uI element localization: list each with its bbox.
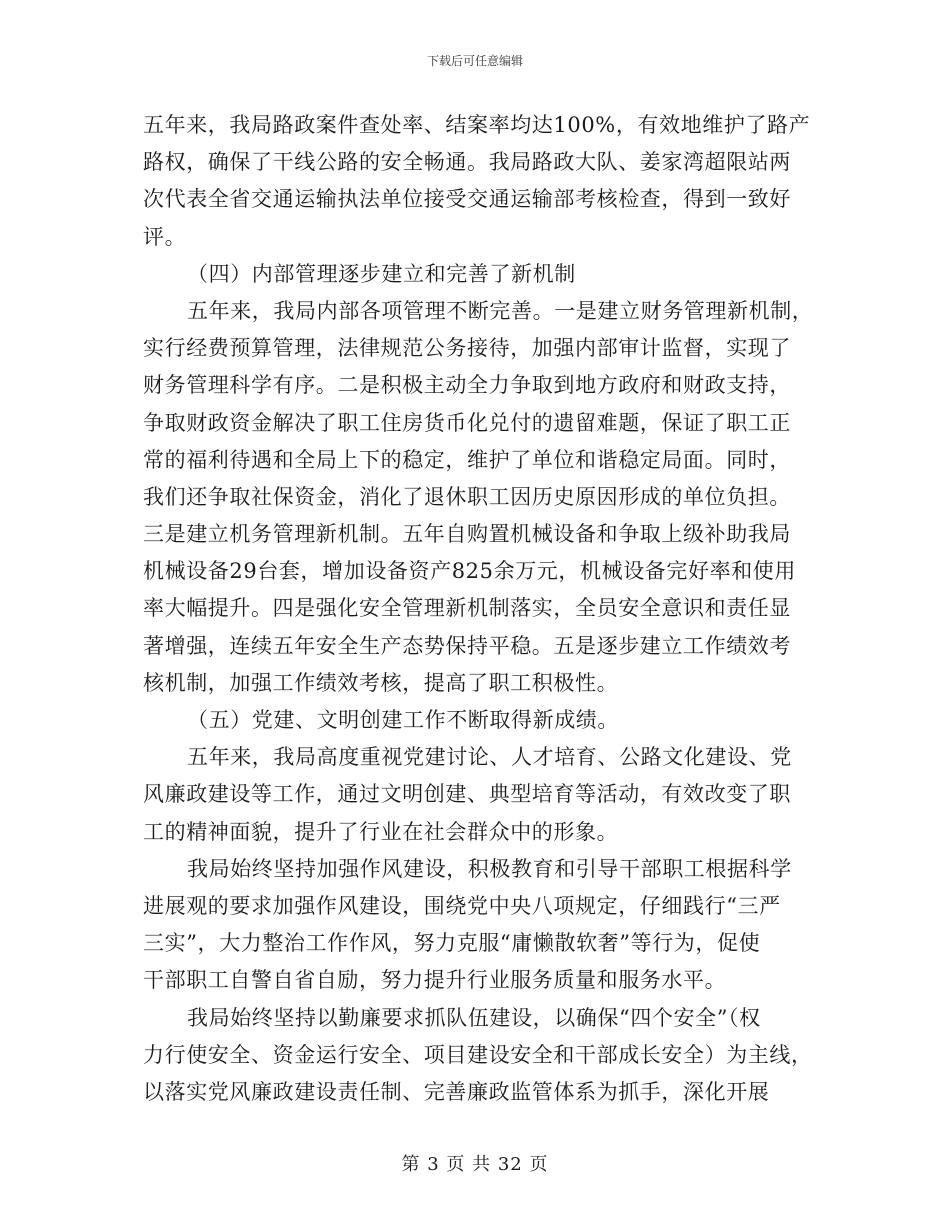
document-body bbox=[143, 107, 815, 1111]
body-line-23: 三实”，大力整治工作作风，努力克服“庸懒散软奢”等行为，促使 bbox=[143, 931, 761, 956]
body-line-11: 我们还争取社保资金，消化了退休职工因历史原因形成的单位负担。 bbox=[143, 484, 791, 509]
body-line-26: 力行使安全、资金运行安全、项目建设安全和干部成长安全）为主线， bbox=[143, 1042, 813, 1067]
body-line-1: 五年来，我局路政案件查处率、结案率均达100%，有效地维护了路产 bbox=[143, 113, 811, 137]
page-header-note: 下载后可任意编辑 bbox=[426, 54, 523, 68]
body-line-21: 我局始终坚持加强作风建设，积极教育和引导干部职工根据科学 bbox=[187, 856, 792, 881]
body-line-14: 率大幅提升。四是强化安全管理新机制落实，全员安全意识和责任显 bbox=[143, 596, 791, 621]
body-line-24: 干部职工自警自省自励，努力提升行业服务质量和服务水平。 bbox=[143, 968, 727, 993]
body-line-7: 实行经费预算管理，法律规范公务接待，加强内部审计监督，实现了 bbox=[143, 336, 791, 361]
body-line-27: 以落实党风廉政建设责任制、完善廉政监管体系为抓手，深化开展 bbox=[143, 1079, 770, 1104]
section-heading-4: （四）内部管理逐步建立和完善了新机制 bbox=[187, 261, 576, 286]
body-line-20: 工的精神面貌，提升了行业在社会群众中的形象。 bbox=[143, 819, 619, 844]
body-line-4: 评。 bbox=[143, 224, 187, 249]
page-number: 第 3 页 共 32 页 bbox=[401, 1154, 549, 1175]
body-line-9: 争取财政资金解决了职工住房货币化兑付的遗留难题，保证了职工正 bbox=[143, 410, 791, 435]
body-line-18: 五年来，我局高度重视党建讨论、人才培育、公路文化建设、党 bbox=[187, 745, 792, 770]
body-line-22: 进展观的要求加强作风建设，围绕党中央八项规定，仔细践行“三严 bbox=[143, 893, 781, 918]
body-line-10: 常的福利待遇和全局上下的稳定，维护了单位和谐稳定局面。同时， bbox=[143, 447, 791, 472]
body-line-13: 机械设备29台套，增加设备资产825余万元，机械设备完好率和使用 bbox=[143, 559, 797, 584]
body-line-6: 五年来，我局内部各项管理不断完善。一是建立财务管理新机制， bbox=[187, 298, 814, 323]
body-line-19: 风廉政建设等工作，通过文明创建、典型培育等活动，有效改变了职 bbox=[143, 782, 791, 807]
body-line-12: 三是建立机务管理新机制。五年自购置机械设备和争取上级补助我局 bbox=[143, 522, 791, 547]
section-heading-5: （五）党建、文明创建工作不断取得新成绩。 bbox=[187, 708, 619, 732]
body-line-8: 财务管理科学有序。二是积极主动全力争取到地方政府和财政支持， bbox=[143, 373, 791, 398]
body-line-16: 核机制，加强工作绩效考核，提高了职工积极性。 bbox=[143, 670, 619, 695]
body-line-2: 路权，确保了干线公路的安全畅通。我局路政大队、姜家湾超限站两 bbox=[143, 150, 791, 175]
body-line-15: 著增强，连续五年安全生产态势保持平稳。五是逐步建立工作绩效考 bbox=[143, 633, 791, 658]
body-line-25: 我局始终坚持以勤廉要求抓队伍建设，以确保“四个安全”（权 bbox=[187, 1005, 761, 1030]
body-line-3: 次代表全省交通运输执法单位接受交通运输部考核检查，得到一致好 bbox=[143, 187, 791, 212]
